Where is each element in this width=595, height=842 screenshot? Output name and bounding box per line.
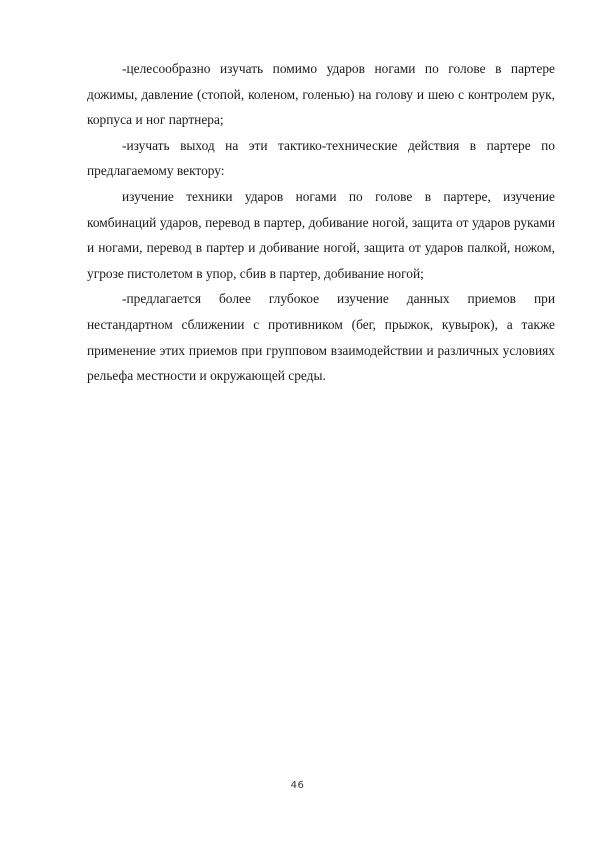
paragraph-advanced-study: -предлагается более глубокое изучение данных приемов при нестандартном сближении с противником (бег, прыжок, кувырок), а также применение этих приемов при групповом взаимодействии и различных условиях рельефа местности и окружающей среды. [87,291,555,384]
paragraph-kicks-partner-control: -целесообразно изучать помимо ударов ногами по голове в партере дожимы, давление (стопой, коленом, голенью) на голову и шею с контролем рук, корпуса и ног партнера; [87,61,555,128]
paragraph-tactical-actions: -изучать выход на эти тактико-технические действия в партере по предлагаемому вектору: [87,137,555,179]
paragraph-technique-list: изучение техники ударов ногами по голове в партере, изучение комбинаций ударов, перевод в партер, добивание ногой, защита от ударов руками и ногами, перевод в партер и добивание ногой, защита от ударов палкой, ножом, угрозе пистолетом в упор, сбив в партер, добивание ногой; [87,188,555,281]
page-number: 46 [290,780,305,791]
body-text [87,56,555,389]
